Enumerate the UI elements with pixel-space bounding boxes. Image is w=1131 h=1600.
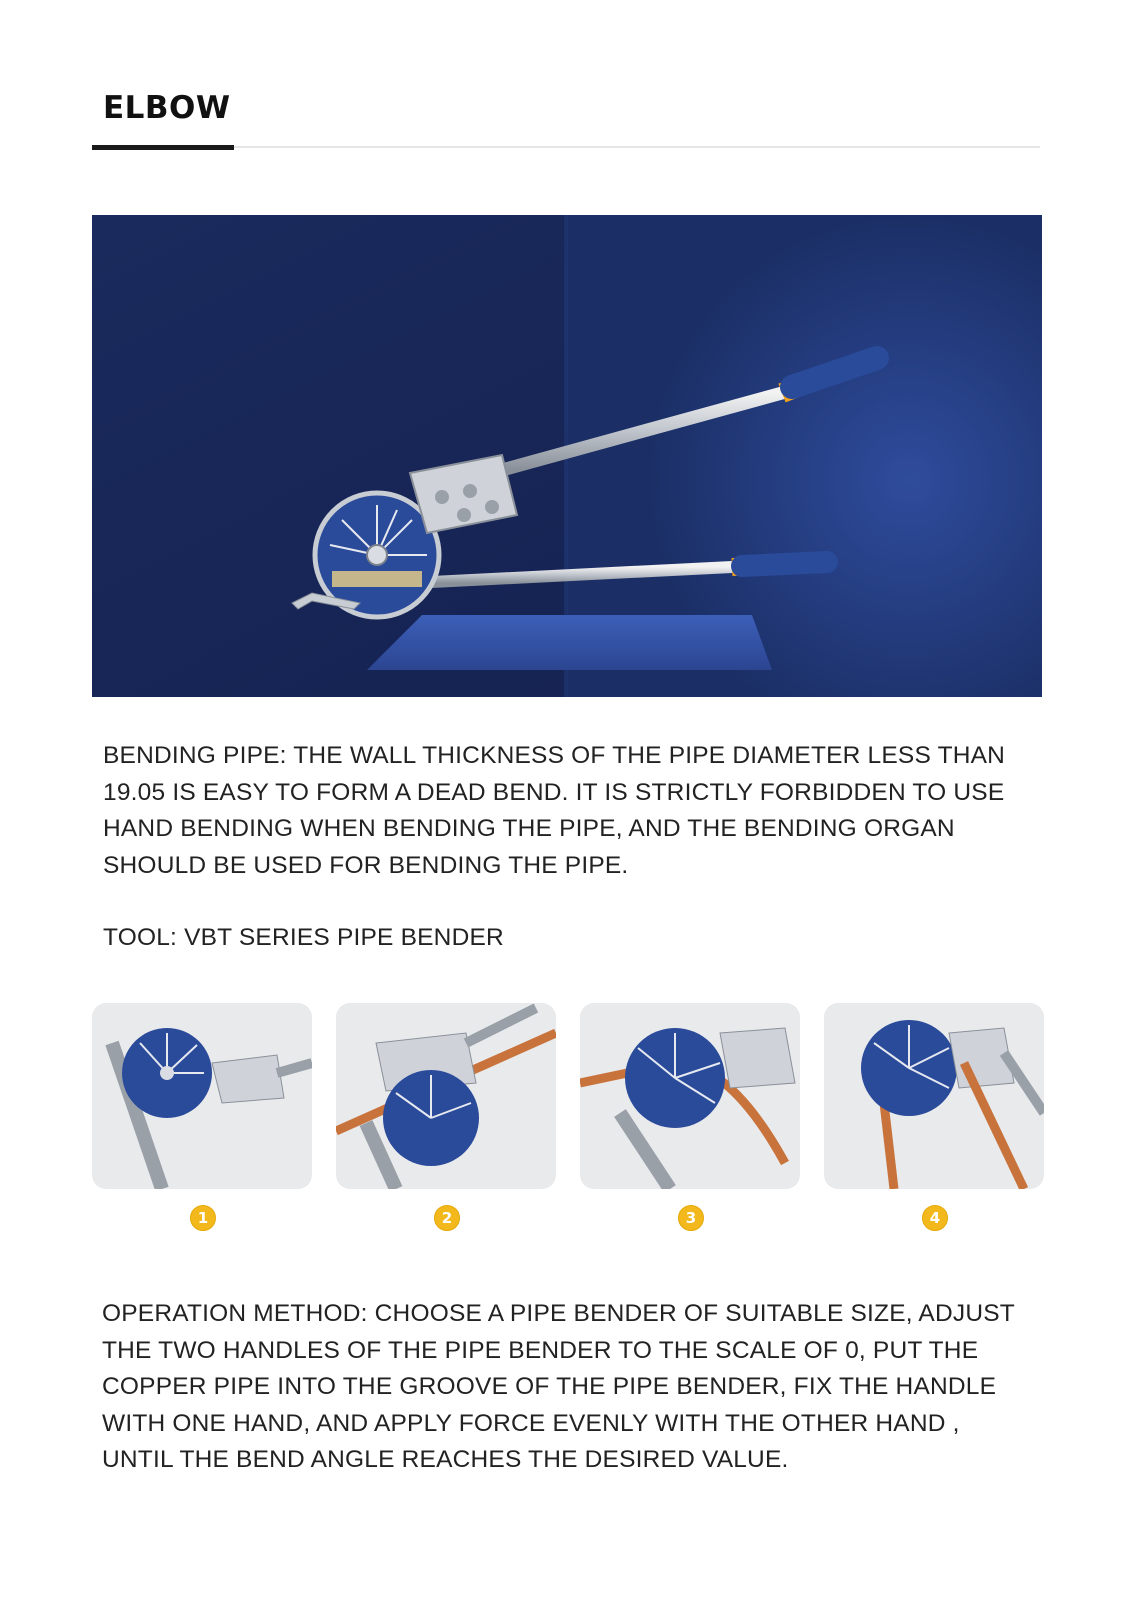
page-title: ELBOW [103, 90, 231, 126]
step-4-image [824, 1003, 1044, 1189]
step-1-image [92, 1003, 312, 1189]
step-2-image [336, 1003, 556, 1189]
operation-method-paragraph: OPERATION METHOD: CHOOSE A PIPE BENDER OF SUITABLE SIZE, ADJUST THE TWO HANDLES OF THE PIPE BENDER TO THE SCALE OF 0, PUT THE COPPER PIPE INTO THE GROOVE OF THE PIPE BENDER, FIX THE HANDLE WITH ONE HAND, AND APPLY FORCE EVENLY WITH THE OTHER HAND , UNTIL THE BEND ANGLE REACHES THE DESIRED VALUE. [102, 1300, 1015, 1473]
step-3-badge: 3 [678, 1205, 704, 1231]
title-underline [92, 145, 234, 150]
step-4 [824, 1003, 1044, 1227]
step-3 [580, 1003, 800, 1227]
hero-product-image [92, 215, 1042, 697]
step-1-badge: 1 [190, 1205, 216, 1231]
title-divider [92, 146, 1040, 148]
step-4-badge: 4 [922, 1205, 948, 1231]
bending-pipe-paragraph: BENDING PIPE: THE WALL THICKNESS OF THE PIPE DIAMETER LESS THAN 19.05 IS EASY TO FORM A DEAD BEND. IT IS STRICTLY FORBIDDEN TO USE HAND BENDING WHEN BENDING THE PIPE, AND THE BENDING ORGAN SHOULD BE USED FOR BENDING THE PIPE. [103, 742, 1006, 879]
tool-line: TOOL: VBT SERIES PIPE BENDER [103, 924, 504, 951]
operation-steps [92, 1003, 1044, 1227]
display-platform [367, 615, 772, 670]
step-2 [336, 1003, 556, 1227]
step-3-image [580, 1003, 800, 1189]
step-1 [92, 1003, 312, 1227]
step-2-badge: 2 [434, 1205, 460, 1231]
